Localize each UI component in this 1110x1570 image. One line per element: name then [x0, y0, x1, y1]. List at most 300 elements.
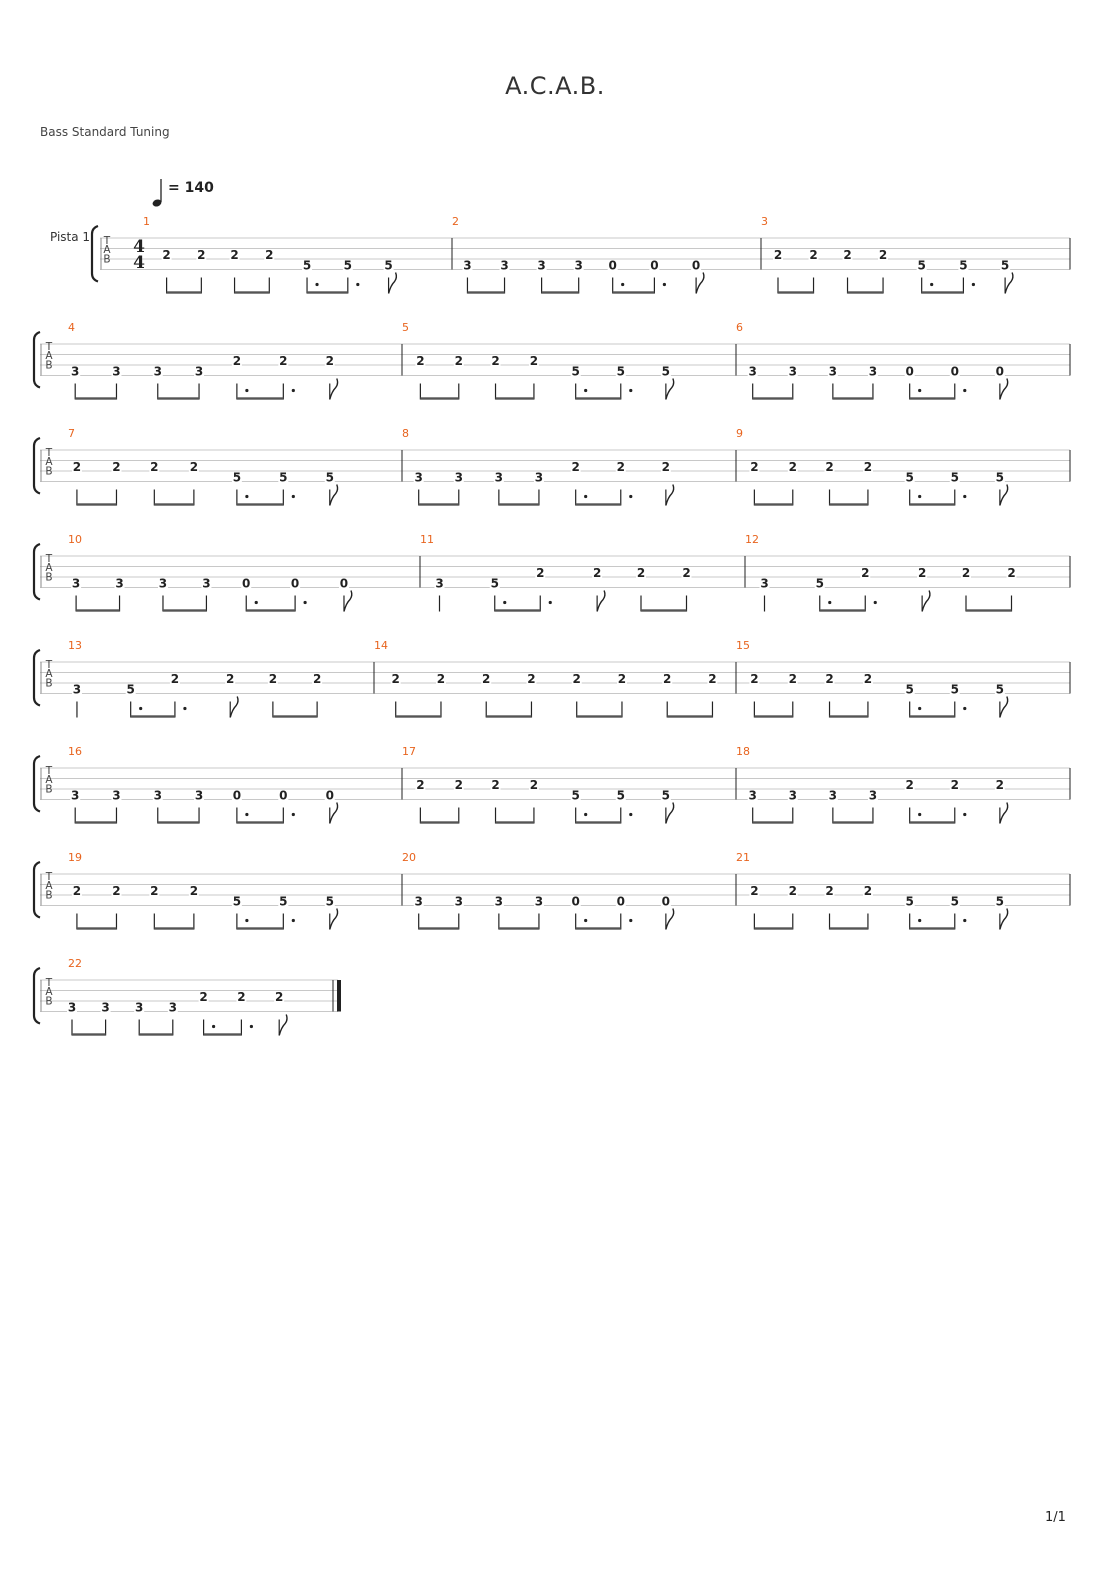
note-beam	[204, 1033, 242, 1035]
measure-number: 4	[68, 321, 75, 334]
note-beam	[830, 503, 868, 505]
note-beam	[420, 821, 458, 823]
tab-clef-letter: T	[45, 447, 53, 459]
rhythm-dot	[292, 919, 295, 922]
system-bracket	[92, 226, 98, 282]
rhythm-dot	[963, 495, 966, 498]
tab-clef-letter: B	[45, 995, 53, 1008]
note-beam	[922, 291, 964, 293]
note-flag	[1000, 697, 1008, 718]
note-beam	[830, 927, 868, 929]
fret-number: 5	[279, 470, 288, 485]
note-beam	[154, 503, 194, 505]
note-flag	[922, 591, 930, 612]
note-beam	[499, 927, 539, 929]
note-beam	[273, 715, 317, 717]
fret-number: 3	[71, 788, 80, 803]
fret-number: 3	[435, 576, 444, 591]
page-number: 1/1	[1045, 1510, 1066, 1525]
measure-number: 17	[402, 745, 416, 758]
fret-number: 2	[226, 672, 235, 686]
fret-number: 2	[150, 884, 159, 898]
note-flag	[696, 273, 704, 294]
tab-clef-letter: A	[45, 350, 53, 363]
fret-number: 0	[616, 894, 625, 909]
fret-number: 0	[290, 576, 300, 591]
fret-number: 2	[312, 672, 322, 686]
tab-clef-letter: A	[45, 456, 53, 469]
fret-number: 2	[265, 248, 274, 262]
rhythm-dot	[930, 283, 933, 286]
fret-number: 5	[905, 682, 914, 697]
tab-clef-letter: T	[45, 977, 53, 989]
fret-number: 5	[950, 894, 959, 909]
tab-clef-letter: B	[103, 253, 111, 266]
fret-number: 2	[636, 566, 646, 580]
final-barline-thick	[337, 980, 341, 1012]
rhythm-dot	[292, 495, 295, 498]
fret-number: 2	[150, 460, 159, 474]
note-beam	[496, 821, 534, 823]
fret-number: 2	[825, 672, 834, 686]
note-flag	[1000, 909, 1008, 930]
note-beam	[576, 397, 621, 399]
note-beam	[667, 715, 712, 717]
tab-clef-letter: A	[45, 774, 53, 787]
note-beam	[910, 503, 955, 505]
note-flag	[597, 591, 605, 612]
fret-number: 5	[661, 364, 671, 379]
fret-number: 3	[72, 682, 82, 697]
rhythm-dot	[503, 601, 506, 604]
note-beam	[419, 503, 459, 505]
rhythm-dot	[245, 813, 248, 816]
measure-number: 7	[68, 427, 75, 440]
measure-number: 18	[736, 745, 750, 758]
note-beam	[754, 927, 792, 929]
tab-clef-letter: T	[45, 659, 53, 671]
fret-number: 3	[414, 894, 423, 909]
note-flag	[666, 485, 674, 506]
fret-number: 2	[682, 566, 691, 580]
fret-number: 5	[232, 470, 242, 485]
tab-clef-letter: A	[45, 880, 53, 893]
rhythm-dot	[139, 707, 142, 710]
note-beam	[754, 503, 792, 505]
fret-number: 3	[494, 470, 504, 485]
note-flag	[666, 803, 674, 824]
note-flag	[666, 379, 674, 400]
fret-number: 2	[275, 990, 284, 1004]
rhythm-dot	[963, 389, 966, 392]
fret-number: 2	[454, 354, 463, 368]
fret-number: 2	[529, 778, 539, 792]
note-beam	[167, 291, 202, 293]
fret-number: 0	[950, 364, 959, 379]
fret-number: 5	[302, 258, 312, 273]
rhythm-dot	[918, 813, 921, 816]
note-flag	[330, 909, 338, 930]
fret-number: 2	[232, 354, 242, 368]
fret-number: 0	[691, 258, 701, 273]
fret-number: 3	[748, 364, 757, 379]
rhythm-dot	[304, 601, 307, 604]
time-signature-bottom: 4	[133, 253, 145, 273]
tab-clef-letter: B	[45, 571, 53, 584]
tab-clef-letter: A	[103, 244, 111, 257]
tab-clef-letter: T	[45, 341, 53, 353]
note-beam	[542, 291, 579, 293]
system-bracket	[34, 968, 40, 1024]
rhythm-dot	[918, 919, 921, 922]
measure-number: 15	[736, 639, 750, 652]
fret-number: 2	[843, 248, 852, 262]
note-beam	[237, 397, 283, 399]
fret-number: 2	[1007, 566, 1016, 580]
tab-clef-letter: T	[45, 553, 53, 565]
fret-number: 2	[788, 884, 797, 898]
fret-number: 2	[616, 460, 625, 474]
note-beam	[75, 397, 116, 399]
note-beam	[235, 291, 270, 293]
fret-number: 5	[905, 894, 914, 909]
note-beam	[577, 715, 622, 717]
fret-number: 3	[414, 470, 423, 485]
song-title: A.C.A.B.	[505, 72, 605, 100]
fret-number: 3	[463, 258, 472, 273]
note-beam	[496, 397, 534, 399]
fret-number: 5	[995, 470, 1005, 485]
fret-number: 2	[750, 460, 759, 474]
fret-number: 5	[950, 470, 959, 485]
fret-number: 2	[617, 672, 627, 686]
rhythm-dot	[292, 813, 295, 816]
fret-number: 2	[527, 672, 536, 686]
note-beam	[154, 927, 194, 929]
fret-number: 2	[809, 248, 818, 262]
rhythm-dot	[212, 1025, 215, 1028]
rhythm-dot	[584, 389, 587, 392]
tab-clef-letter: B	[45, 465, 53, 478]
fret-number: 2	[788, 672, 797, 686]
rhythm-dot	[245, 495, 248, 498]
fret-number: 0	[571, 894, 580, 909]
fret-number: 3	[67, 1000, 77, 1015]
note-beam	[848, 291, 884, 293]
note-flag	[330, 485, 338, 506]
rhythm-dot	[183, 707, 186, 710]
note-flag	[230, 697, 238, 718]
tab-clef-letter: A	[45, 562, 53, 575]
note-beam	[576, 503, 621, 505]
note-beam	[76, 609, 119, 611]
fret-number: 2	[905, 778, 914, 792]
fret-number: 2	[112, 460, 121, 474]
note-beam	[910, 715, 955, 717]
fret-number: 5	[325, 470, 334, 485]
fret-number: 0	[242, 576, 251, 591]
fret-number: 5	[232, 894, 242, 909]
note-beam	[641, 609, 687, 611]
fret-number: 2	[571, 460, 580, 474]
note-beam	[131, 715, 175, 717]
fret-number: 2	[863, 672, 873, 686]
fret-number: 3	[71, 576, 81, 591]
fret-number: 5	[616, 364, 625, 379]
measure-number: 13	[68, 639, 82, 652]
rhythm-dot	[918, 707, 921, 710]
fret-number: 2	[861, 566, 870, 580]
note-flag	[389, 273, 397, 294]
fret-number: 5	[917, 258, 926, 273]
measure-number: 21	[736, 851, 750, 864]
note-beam	[396, 715, 441, 717]
fret-number: 3	[788, 364, 797, 379]
fret-number: 2	[961, 566, 971, 580]
fret-number: 0	[661, 894, 671, 909]
fret-number: 2	[72, 460, 82, 474]
note-beam	[307, 291, 348, 293]
fret-number: 5	[325, 894, 334, 909]
fret-number: 3	[534, 894, 544, 909]
measure-number: 11	[420, 533, 434, 546]
note-beam	[778, 291, 814, 293]
fret-number: 5	[950, 682, 959, 697]
fret-number: 2	[661, 460, 671, 474]
rhythm-dot	[963, 919, 966, 922]
rhythm-dot	[245, 389, 248, 392]
note-flag	[330, 379, 338, 400]
note-beam	[833, 821, 873, 823]
fret-number: 3	[115, 576, 124, 591]
fret-number: 2	[825, 460, 834, 474]
rhythm-dot	[315, 283, 318, 286]
fret-number: 2	[416, 778, 425, 792]
rhythm-dot	[549, 601, 552, 604]
note-beam	[77, 503, 117, 505]
fret-number: 2	[454, 778, 463, 792]
fret-number: 2	[416, 354, 425, 368]
tab-clef-letter: T	[103, 235, 111, 247]
measure-number: 2	[452, 215, 459, 228]
fret-number: 3	[500, 258, 509, 273]
tab-clef-letter: B	[45, 359, 53, 372]
fret-number: 2	[491, 778, 500, 792]
fret-number: 3	[760, 576, 769, 591]
note-beam	[237, 503, 283, 505]
note-beam	[576, 821, 621, 823]
note-beam	[753, 397, 793, 399]
note-beam	[910, 397, 955, 399]
fret-number: 3	[868, 788, 878, 803]
note-beam	[576, 927, 621, 929]
tab-clef-letter: B	[45, 783, 53, 796]
fret-number: 0	[232, 788, 242, 803]
fret-number: 3	[153, 788, 162, 803]
fret-number: 3	[868, 364, 878, 379]
fret-number: 5	[279, 894, 288, 909]
note-beam	[419, 927, 459, 929]
fret-number: 2	[750, 884, 759, 898]
note-flag	[1000, 379, 1008, 400]
fret-number: 2	[750, 672, 759, 686]
measure-number: 14	[374, 639, 388, 652]
rhythm-dot	[356, 283, 359, 286]
note-beam	[910, 821, 955, 823]
rhythm-dot	[584, 813, 587, 816]
rhythm-dot	[963, 813, 966, 816]
rhythm-dot	[918, 495, 921, 498]
fret-number: 5	[126, 682, 135, 697]
tab-clef-letter: T	[45, 871, 53, 883]
fret-number: 0	[325, 788, 334, 803]
fret-number: 3	[158, 576, 168, 591]
fret-number: 5	[959, 258, 968, 273]
rhythm-dot	[663, 283, 666, 286]
fret-number: 2	[663, 672, 672, 686]
note-flag	[1005, 273, 1013, 294]
measure-number: 16	[68, 745, 82, 758]
fret-number: 2	[863, 460, 873, 474]
note-beam	[237, 927, 283, 929]
fret-number: 5	[661, 788, 671, 803]
fret-number: 3	[71, 364, 80, 379]
fret-number: 2	[773, 248, 783, 262]
fret-number: 5	[995, 894, 1005, 909]
tab-clef-letter: B	[45, 677, 53, 690]
fret-number: 2	[325, 354, 334, 368]
fret-number: 3	[748, 788, 757, 803]
note-beam	[754, 715, 792, 717]
rhythm-dot	[963, 707, 966, 710]
fret-number: 5	[1000, 258, 1010, 273]
note-flag	[279, 1015, 287, 1036]
rhythm-dot	[828, 601, 831, 604]
fret-number: 2	[199, 990, 208, 1004]
rhythm-dot	[255, 601, 258, 604]
fret-number: 0	[995, 364, 1005, 379]
fret-number: 3	[153, 364, 162, 379]
fret-number: 2	[279, 354, 288, 368]
note-beam	[910, 927, 955, 929]
tab-clef-letter: B	[45, 889, 53, 902]
fret-number: 2	[197, 248, 206, 262]
fret-number: 2	[268, 672, 278, 686]
fret-number: 2	[391, 672, 400, 686]
note-flag	[344, 591, 352, 612]
fret-number: 5	[490, 576, 499, 591]
rhythm-dot	[245, 919, 248, 922]
fret-number: 2	[482, 672, 491, 686]
fret-number: 2	[230, 248, 239, 262]
fret-number: 3	[828, 364, 838, 379]
note-beam	[246, 609, 295, 611]
note-beam	[77, 927, 117, 929]
measure-number: 12	[745, 533, 759, 546]
fret-number: 5	[905, 470, 914, 485]
fret-number: 2	[72, 884, 82, 898]
tab-clef-letter: T	[45, 765, 53, 777]
measure-number: 5	[402, 321, 409, 334]
fret-number: 5	[571, 364, 580, 379]
fret-number: 3	[112, 788, 121, 803]
fret-number: 3	[168, 1000, 177, 1015]
measure-number: 22	[68, 957, 82, 970]
measure-number: 20	[402, 851, 416, 864]
rhythm-dot	[584, 495, 587, 498]
note-beam	[72, 1033, 106, 1035]
note-beam	[499, 503, 539, 505]
rhythm-dot	[629, 919, 632, 922]
rhythm-dot	[621, 283, 624, 286]
fret-number: 3	[112, 364, 121, 379]
track-name: Pista 1	[50, 230, 91, 244]
rhythm-dot	[972, 283, 975, 286]
fret-number: 2	[170, 672, 180, 686]
fret-number: 5	[815, 576, 824, 591]
fret-number: 2	[491, 354, 500, 368]
fret-number: 2	[917, 566, 927, 580]
fret-number: 3	[454, 470, 463, 485]
fret-number: 2	[536, 566, 545, 580]
tuning-label: Bass Standard Tuning	[40, 125, 170, 139]
note-beam	[163, 609, 206, 611]
system-bracket	[34, 756, 40, 812]
fret-number: 3	[574, 258, 583, 273]
note-beam	[820, 609, 866, 611]
fret-number: 2	[878, 248, 888, 262]
fret-number: 5	[384, 258, 393, 273]
fret-number: 2	[825, 884, 834, 898]
fret-number: 5	[616, 788, 625, 803]
fret-number: 3	[494, 894, 504, 909]
measure-number: 3	[761, 215, 768, 228]
fret-number: 2	[529, 354, 539, 368]
note-beam	[833, 397, 873, 399]
fret-number: 5	[995, 682, 1005, 697]
rhythm-dot	[629, 495, 632, 498]
fret-number: 2	[950, 778, 959, 792]
note-beam	[830, 715, 868, 717]
tab-clef-letter: A	[45, 668, 53, 681]
note-beam	[237, 821, 283, 823]
note-beam	[158, 397, 199, 399]
fret-number: 2	[189, 884, 199, 898]
fret-number: 3	[534, 470, 544, 485]
fret-number: 2	[112, 884, 121, 898]
tab-clef-letter: A	[45, 986, 53, 999]
note-beam	[753, 821, 793, 823]
fret-number: 2	[436, 672, 446, 686]
note-beam	[158, 821, 199, 823]
fret-number: 0	[905, 364, 914, 379]
measure-number: 19	[68, 851, 82, 864]
fret-number: 5	[343, 258, 352, 273]
system-bracket	[34, 544, 40, 600]
note-flag	[1000, 485, 1008, 506]
rhythm-dot	[292, 389, 295, 392]
rhythm-dot	[874, 601, 877, 604]
note-beam	[486, 715, 531, 717]
note-beam	[966, 609, 1012, 611]
measure-number: 6	[736, 321, 743, 334]
fret-number: 0	[608, 258, 617, 273]
fret-number: 3	[537, 258, 546, 273]
note-flag	[666, 909, 674, 930]
fret-number: 2	[572, 672, 581, 686]
fret-number: 2	[592, 566, 602, 580]
rhythm-dot	[629, 389, 632, 392]
